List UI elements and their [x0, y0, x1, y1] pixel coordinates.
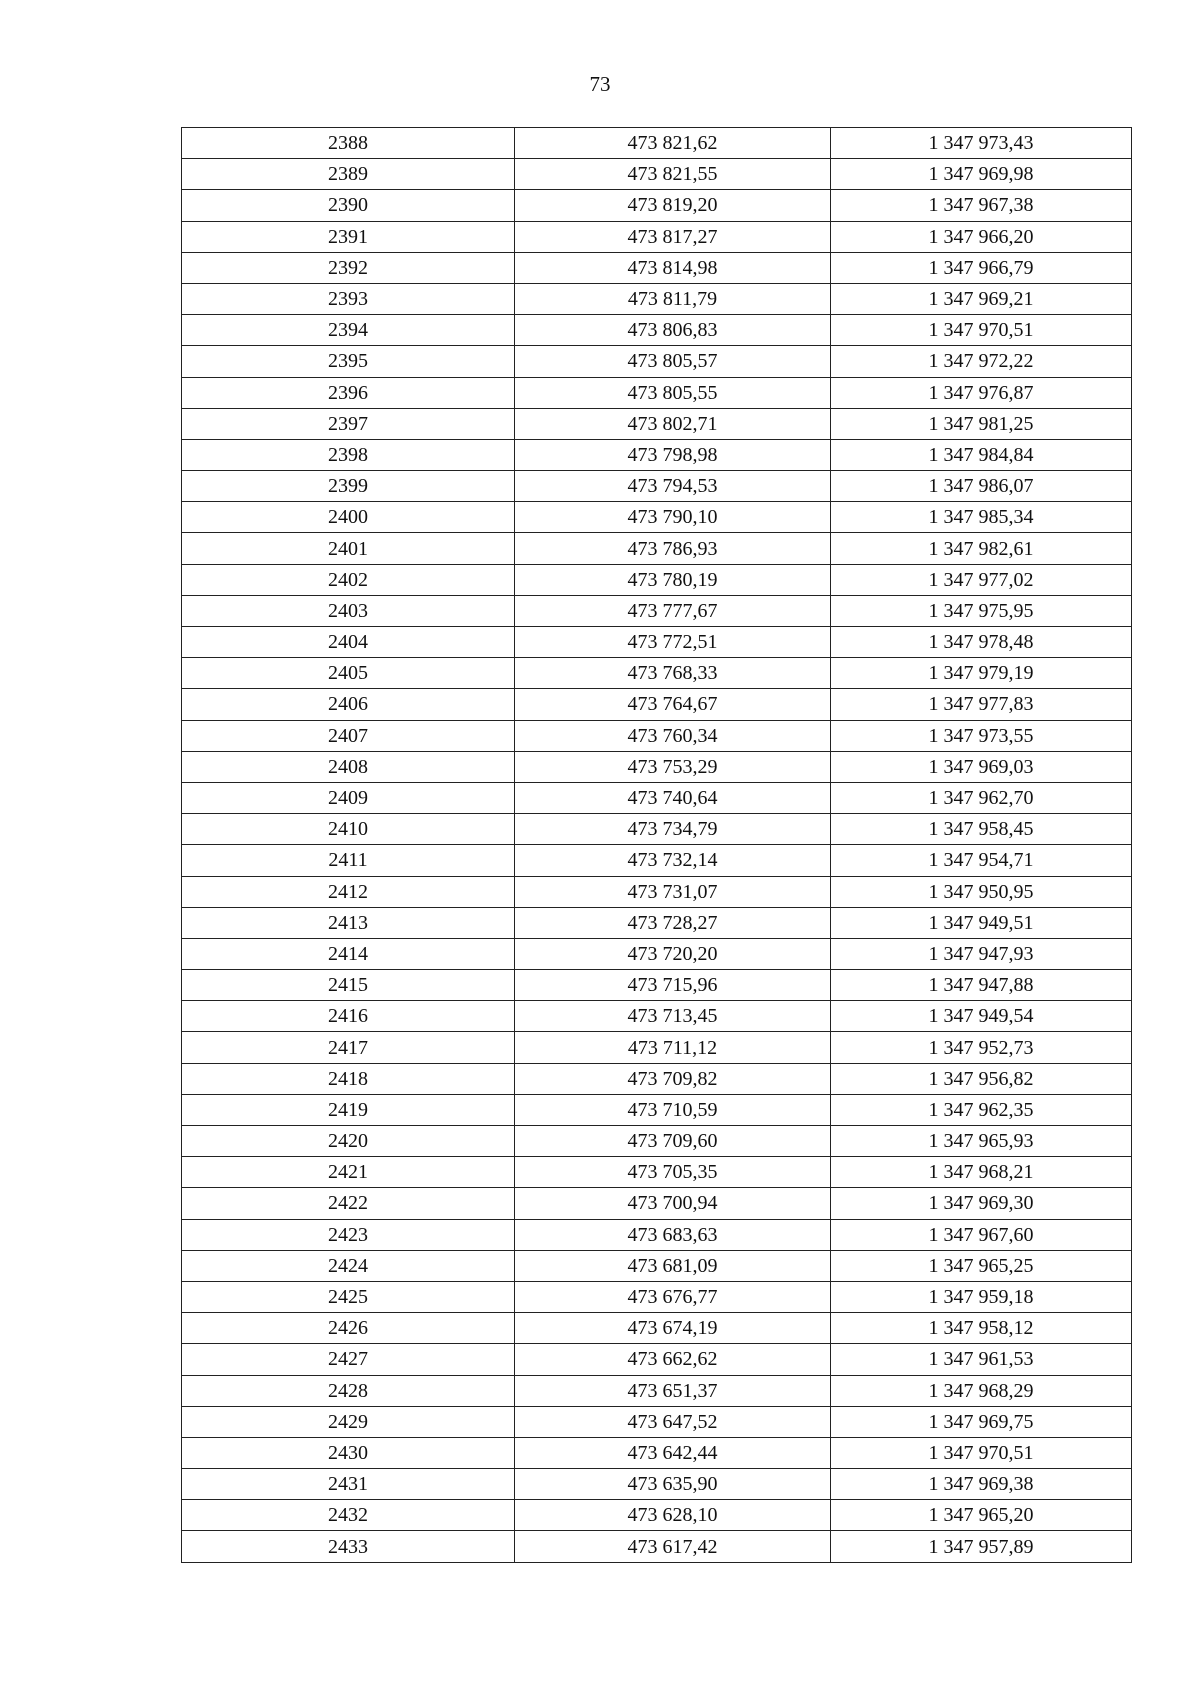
x-coordinate-cell: 473 711,12: [515, 1032, 831, 1063]
table-row: [182, 970, 1132, 1001]
point-number-cell: 2422: [182, 1188, 515, 1219]
y-coordinate-cell: 1 347 981,25: [831, 408, 1132, 439]
y-coordinate-cell: 1 347 975,95: [831, 595, 1132, 626]
point-number-cell: 2413: [182, 907, 515, 938]
x-coordinate-cell: 473 790,10: [515, 502, 831, 533]
table-row: [182, 1219, 1132, 1250]
table-row: [182, 876, 1132, 907]
x-coordinate-cell: 473 676,77: [515, 1281, 831, 1312]
table-row: [182, 128, 1132, 159]
table-row: [182, 751, 1132, 782]
point-number-cell: 2433: [182, 1531, 515, 1562]
point-number-cell: 2428: [182, 1375, 515, 1406]
point-number-cell: 2431: [182, 1469, 515, 1500]
y-coordinate-cell: 1 347 979,19: [831, 658, 1132, 689]
point-number-cell: 2407: [182, 720, 515, 751]
x-coordinate-cell: 473 821,62: [515, 128, 831, 159]
y-coordinate-cell: 1 347 967,38: [831, 190, 1132, 221]
table-row: [182, 1281, 1132, 1312]
point-number-cell: 2406: [182, 689, 515, 720]
y-coordinate-cell: 1 347 958,45: [831, 814, 1132, 845]
y-coordinate-cell: 1 347 957,89: [831, 1531, 1132, 1562]
x-coordinate-cell: 473 647,52: [515, 1406, 831, 1437]
y-coordinate-cell: 1 347 973,55: [831, 720, 1132, 751]
x-coordinate-cell: 473 628,10: [515, 1500, 831, 1531]
point-number-cell: 2405: [182, 658, 515, 689]
page-number: 73: [589, 72, 611, 96]
y-coordinate-cell: 1 347 952,73: [831, 1032, 1132, 1063]
table-row: [182, 315, 1132, 346]
point-number-cell: 2410: [182, 814, 515, 845]
point-number-cell: 2396: [182, 377, 515, 408]
x-coordinate-cell: 473 683,63: [515, 1219, 831, 1250]
y-coordinate-cell: 1 347 986,07: [831, 471, 1132, 502]
y-coordinate-cell: 1 347 973,43: [831, 128, 1132, 159]
y-coordinate-cell: 1 347 978,48: [831, 627, 1132, 658]
y-coordinate-cell: 1 347 969,75: [831, 1406, 1132, 1437]
point-number-cell: 2414: [182, 938, 515, 969]
point-number-cell: 2392: [182, 252, 515, 283]
point-number-cell: 2425: [182, 1281, 515, 1312]
y-coordinate-cell: 1 347 961,53: [831, 1344, 1132, 1375]
point-number-cell: 2399: [182, 471, 515, 502]
table-row: [182, 1001, 1132, 1032]
table-row: [182, 782, 1132, 813]
table-row: [182, 1250, 1132, 1281]
table-row: [182, 938, 1132, 969]
x-coordinate-cell: 473 713,45: [515, 1001, 831, 1032]
x-coordinate-cell: 473 728,27: [515, 907, 831, 938]
table-row: [182, 1437, 1132, 1468]
point-number-cell: 2429: [182, 1406, 515, 1437]
point-number-cell: 2401: [182, 533, 515, 564]
table-row: [182, 1063, 1132, 1094]
x-coordinate-cell: 473 817,27: [515, 221, 831, 252]
y-coordinate-cell: 1 347 966,79: [831, 252, 1132, 283]
table-row: [182, 1032, 1132, 1063]
y-coordinate-cell: 1 347 949,51: [831, 907, 1132, 938]
table-row: [182, 814, 1132, 845]
x-coordinate-cell: 473 705,35: [515, 1157, 831, 1188]
x-coordinate-cell: 473 734,79: [515, 814, 831, 845]
x-coordinate-cell: 473 709,60: [515, 1126, 831, 1157]
y-coordinate-cell: 1 347 976,87: [831, 377, 1132, 408]
y-coordinate-cell: 1 347 985,34: [831, 502, 1132, 533]
x-coordinate-cell: 473 780,19: [515, 564, 831, 595]
point-number-cell: 2389: [182, 159, 515, 190]
table-row: [182, 1406, 1132, 1437]
point-number-cell: 2395: [182, 346, 515, 377]
y-coordinate-cell: 1 347 969,03: [831, 751, 1132, 782]
coordinates-table: [181, 127, 1132, 1563]
y-coordinate-cell: 1 347 968,29: [831, 1375, 1132, 1406]
x-coordinate-cell: 473 674,19: [515, 1313, 831, 1344]
x-coordinate-cell: 473 805,55: [515, 377, 831, 408]
table-row: [182, 689, 1132, 720]
point-number-cell: 2391: [182, 221, 515, 252]
x-coordinate-cell: 473 821,55: [515, 159, 831, 190]
table-row: [182, 159, 1132, 190]
table-row: [182, 564, 1132, 595]
x-coordinate-cell: 473 764,67: [515, 689, 831, 720]
x-coordinate-cell: 473 617,42: [515, 1531, 831, 1562]
point-number-cell: 2420: [182, 1126, 515, 1157]
table-row: [182, 1500, 1132, 1531]
x-coordinate-cell: 473 740,64: [515, 782, 831, 813]
table-row: [182, 533, 1132, 564]
point-number-cell: 2417: [182, 1032, 515, 1063]
x-coordinate-cell: 473 753,29: [515, 751, 831, 782]
y-coordinate-cell: 1 347 967,60: [831, 1219, 1132, 1250]
point-number-cell: 2409: [182, 782, 515, 813]
y-coordinate-cell: 1 347 968,21: [831, 1157, 1132, 1188]
y-coordinate-cell: 1 347 984,84: [831, 439, 1132, 470]
x-coordinate-cell: 473 802,71: [515, 408, 831, 439]
table-row: [182, 252, 1132, 283]
point-number-cell: 2388: [182, 128, 515, 159]
point-number-cell: 2416: [182, 1001, 515, 1032]
y-coordinate-cell: 1 347 970,51: [831, 1437, 1132, 1468]
y-coordinate-cell: 1 347 966,20: [831, 221, 1132, 252]
x-coordinate-cell: 473 805,57: [515, 346, 831, 377]
y-coordinate-cell: 1 347 962,35: [831, 1094, 1132, 1125]
y-coordinate-cell: 1 347 965,93: [831, 1126, 1132, 1157]
x-coordinate-cell: 473 811,79: [515, 283, 831, 314]
x-coordinate-cell: 473 715,96: [515, 970, 831, 1001]
point-number-cell: 2430: [182, 1437, 515, 1468]
y-coordinate-cell: 1 347 977,02: [831, 564, 1132, 595]
y-coordinate-cell: 1 347 965,20: [831, 1500, 1132, 1531]
table-row: [182, 1531, 1132, 1562]
x-coordinate-cell: 473 720,20: [515, 938, 831, 969]
point-number-cell: 2426: [182, 1313, 515, 1344]
point-number-cell: 2408: [182, 751, 515, 782]
y-coordinate-cell: 1 347 969,21: [831, 283, 1132, 314]
x-coordinate-cell: 473 768,33: [515, 658, 831, 689]
y-coordinate-cell: 1 347 969,30: [831, 1188, 1132, 1219]
point-number-cell: 2404: [182, 627, 515, 658]
table-row: [182, 1313, 1132, 1344]
y-coordinate-cell: 1 347 956,82: [831, 1063, 1132, 1094]
x-coordinate-cell: 473 786,93: [515, 533, 831, 564]
point-number-cell: 2402: [182, 564, 515, 595]
point-number-cell: 2398: [182, 439, 515, 470]
table-row: [182, 1344, 1132, 1375]
point-number-cell: 2411: [182, 845, 515, 876]
table-row: [182, 1157, 1132, 1188]
point-number-cell: 2393: [182, 283, 515, 314]
coordinates-table-body: [182, 128, 1132, 1563]
x-coordinate-cell: 473 732,14: [515, 845, 831, 876]
y-coordinate-cell: 1 347 954,71: [831, 845, 1132, 876]
table-row: [182, 377, 1132, 408]
point-number-cell: 2397: [182, 408, 515, 439]
y-coordinate-cell: 1 347 962,70: [831, 782, 1132, 813]
x-coordinate-cell: 473 819,20: [515, 190, 831, 221]
x-coordinate-cell: 473 814,98: [515, 252, 831, 283]
x-coordinate-cell: 473 635,90: [515, 1469, 831, 1500]
point-number-cell: 2390: [182, 190, 515, 221]
table-row: [182, 658, 1132, 689]
y-coordinate-cell: 1 347 947,93: [831, 938, 1132, 969]
table-row: [182, 346, 1132, 377]
table-row: [182, 221, 1132, 252]
table-row: [182, 1094, 1132, 1125]
y-coordinate-cell: 1 347 958,12: [831, 1313, 1132, 1344]
x-coordinate-cell: 473 709,82: [515, 1063, 831, 1094]
y-coordinate-cell: 1 347 969,98: [831, 159, 1132, 190]
point-number-cell: 2412: [182, 876, 515, 907]
point-number-cell: 2432: [182, 1500, 515, 1531]
table-row: [182, 439, 1132, 470]
x-coordinate-cell: 473 794,53: [515, 471, 831, 502]
point-number-cell: 2400: [182, 502, 515, 533]
point-number-cell: 2403: [182, 595, 515, 626]
table-row: [182, 627, 1132, 658]
y-coordinate-cell: 1 347 950,95: [831, 876, 1132, 907]
table-row: [182, 1188, 1132, 1219]
y-coordinate-cell: 1 347 977,83: [831, 689, 1132, 720]
x-coordinate-cell: 473 662,62: [515, 1344, 831, 1375]
x-coordinate-cell: 473 798,98: [515, 439, 831, 470]
table-row: [182, 845, 1132, 876]
x-coordinate-cell: 473 681,09: [515, 1250, 831, 1281]
x-coordinate-cell: 473 806,83: [515, 315, 831, 346]
point-number-cell: 2418: [182, 1063, 515, 1094]
y-coordinate-cell: 1 347 970,51: [831, 315, 1132, 346]
y-coordinate-cell: 1 347 969,38: [831, 1469, 1132, 1500]
x-coordinate-cell: 473 731,07: [515, 876, 831, 907]
x-coordinate-cell: 473 777,67: [515, 595, 831, 626]
x-coordinate-cell: 473 760,34: [515, 720, 831, 751]
x-coordinate-cell: 473 772,51: [515, 627, 831, 658]
table-row: [182, 471, 1132, 502]
y-coordinate-cell: 1 347 972,22: [831, 346, 1132, 377]
y-coordinate-cell: 1 347 959,18: [831, 1281, 1132, 1312]
point-number-cell: 2427: [182, 1344, 515, 1375]
x-coordinate-cell: 473 700,94: [515, 1188, 831, 1219]
x-coordinate-cell: 473 710,59: [515, 1094, 831, 1125]
y-coordinate-cell: 1 347 965,25: [831, 1250, 1132, 1281]
table-row: [182, 408, 1132, 439]
point-number-cell: 2419: [182, 1094, 515, 1125]
point-number-cell: 2415: [182, 970, 515, 1001]
table-row: [182, 190, 1132, 221]
table-row: [182, 595, 1132, 626]
y-coordinate-cell: 1 347 982,61: [831, 533, 1132, 564]
table-row: [182, 502, 1132, 533]
table-row: [182, 1469, 1132, 1500]
table-row: [182, 1375, 1132, 1406]
table-row: [182, 720, 1132, 751]
y-coordinate-cell: 1 347 947,88: [831, 970, 1132, 1001]
table-row: [182, 907, 1132, 938]
table-row: [182, 283, 1132, 314]
point-number-cell: 2423: [182, 1219, 515, 1250]
point-number-cell: 2424: [182, 1250, 515, 1281]
y-coordinate-cell: 1 347 949,54: [831, 1001, 1132, 1032]
table-row: [182, 1126, 1132, 1157]
point-number-cell: 2394: [182, 315, 515, 346]
point-number-cell: 2421: [182, 1157, 515, 1188]
x-coordinate-cell: 473 642,44: [515, 1437, 831, 1468]
x-coordinate-cell: 473 651,37: [515, 1375, 831, 1406]
